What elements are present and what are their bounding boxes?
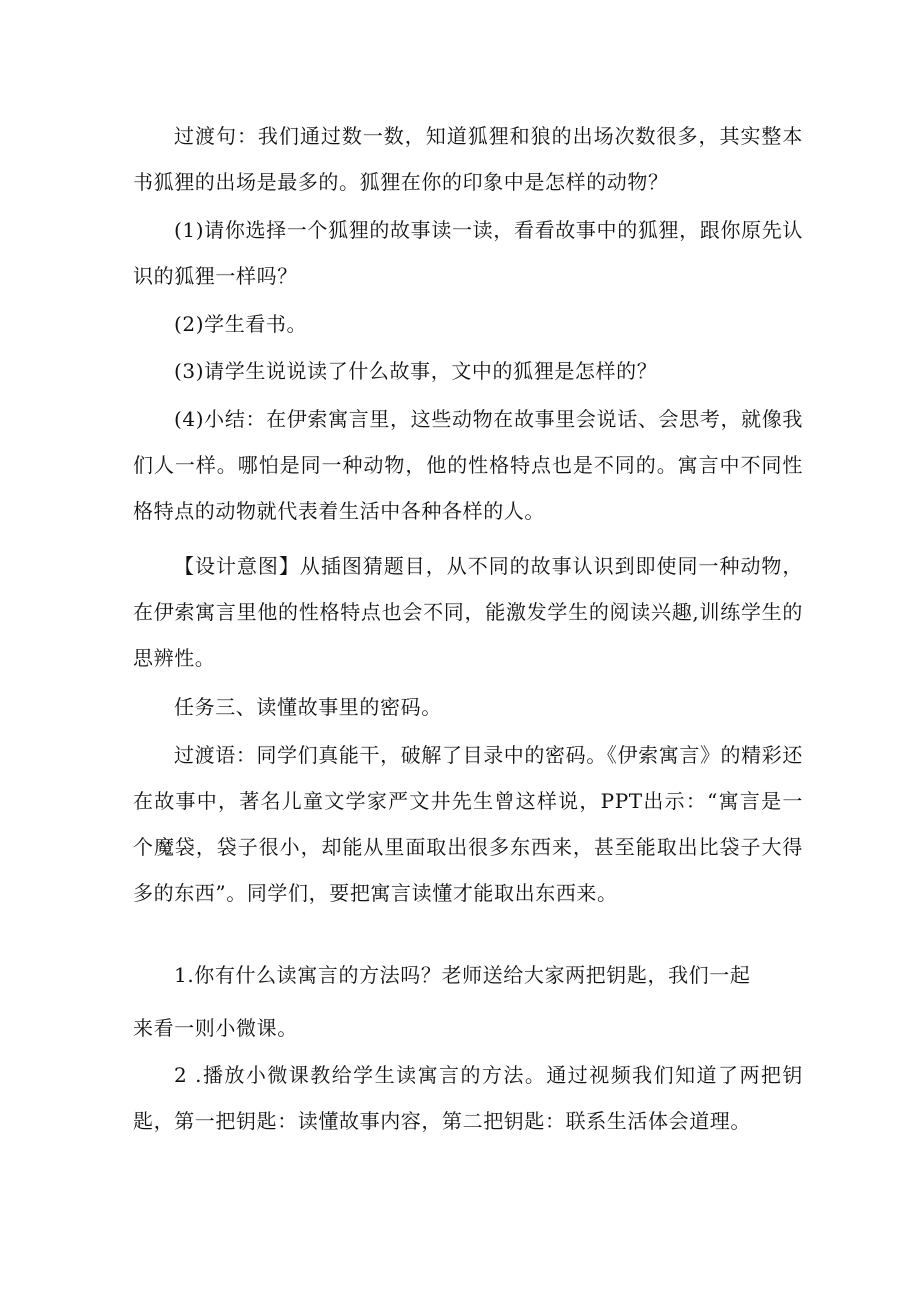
paragraph-item-1-line-1: 1.你有什么读寓言的方法吗？老师送给大家两把钥匙，我们一起	[174, 963, 751, 987]
section-heading-task-three: 任务三、读懂故事里的密码。	[174, 695, 442, 719]
paragraph-step-3: (3)请学生说说读了什么故事，文中的狐狸是怎样的？	[174, 359, 658, 383]
paragraph-transition-fox: 过渡句：我们通过数一数，知道狐狸和狼的出场次数很多，其实整本书狐狸的出场是最多的。狐狸在你的印象中是怎样的动物？	[133, 124, 803, 194]
paragraph-transition-quote: 过渡语：同学们真能干，破解了目录中的密码。《伊索寓言》的精彩还在故事中，著名儿童文学家严文井先生曾这样说，PPT出示：“寓言是一个魔袋，袋子很小，却能从里面取出很多东西来，甚至能取出比袋子大得多的东西”。同学们，要把寓言读懂才能取出东西来。	[133, 743, 803, 905]
paragraph-item-1-line-2: 来看一则小微课。	[133, 1016, 298, 1040]
paragraph-step-1: (1)请你选择一个狐狸的故事读一读，看看故事中的狐狸，跟你原先认识的狐狸一样吗？	[133, 218, 803, 288]
paragraph-step-2: (2)学生看书。	[174, 312, 308, 336]
paragraph-step-4-summary: (4)小结：在伊索寓言里，这些动物在故事里会说话、会思考，就像我们人一样。哪怕是同一种动物，他的性格特点也是不同的。寓言中不同性格特点的动物就代表着生活中各种各样的人。	[133, 407, 803, 523]
paragraph-item-2: 2 .播放小微课教给学生读寓言的方法。通过视频我们知道了两把钥匙，第一把钥匙：读懂故事内容，第二把钥匙：联系生活体会道理。	[133, 1063, 803, 1133]
paragraph-design-intent: 【设计意图】从插图猜题目，从不同的故事认识到即使同一种动物，在伊索寓言里他的性格特点也会不同，能激发学生的阅读兴趣,训练学生的思辨性。	[133, 554, 803, 670]
